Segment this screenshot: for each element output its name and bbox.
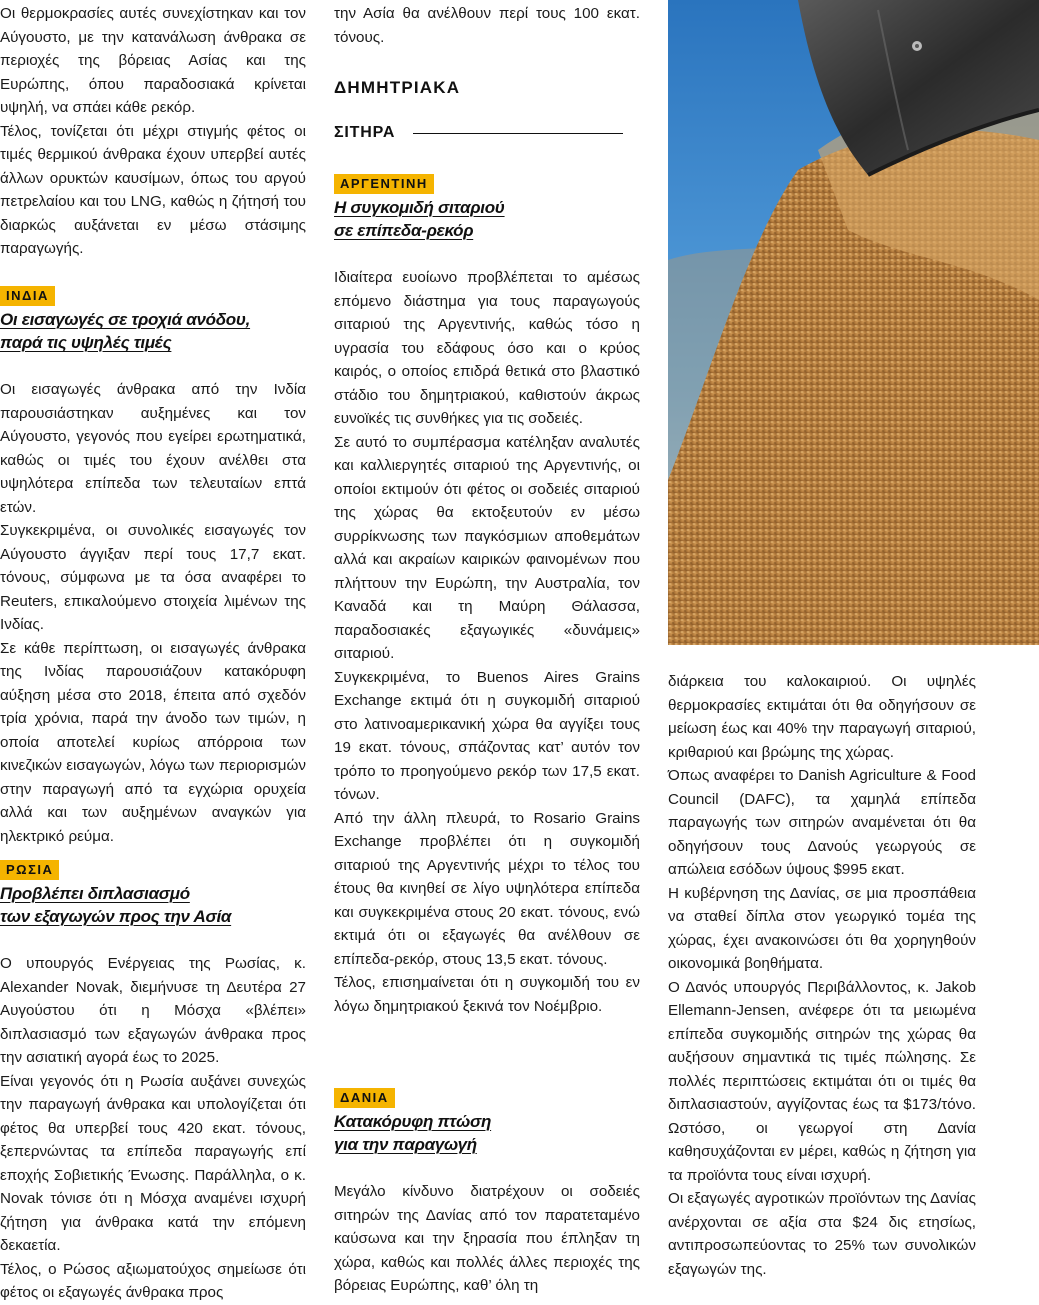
argentina-headline-2: σε επίπεδα-ρεκόρ: [334, 221, 474, 240]
india-headline-1: Οι εισαγωγές σε τροχιά ανόδου,: [0, 310, 251, 329]
subsection-title: ΣΙΤΗΡΑ: [334, 124, 396, 141]
russia-headline-1: Προβλέπει διπλασιασμό: [0, 884, 190, 903]
denmark-headline-2: για την παραγωγή: [334, 1135, 477, 1154]
russia-paragraph-3: Τέλος, ο Ρώσος αξιωματούχος σημείωσε ότι φέτος οι εξαγωγές άνθρακα προς: [0, 1260, 306, 1301]
india-paragraph-3: Σε κάθε περίπτωση, οι εισαγωγές άνθρακα της Ινδίας παρουσιάζουν κατακόρυφη αύξηση μέσα στο 2018, έπειτα από σχεδόν τρία χρόνια, παρά την άνοδο των τιμών, η οποία αποτελεί κυρίως απόρροια των κινεζικών εισαγωγών, λόγω των περιορισμών στην παραγωγή από τα εγχώρια ορυχεία αλλά και των αυξημένων αναγκών για ηλεκτρικό ρεύμα.: [0, 639, 306, 845]
denmark-headline-1: Κατακόρυφη πτώση: [334, 1112, 492, 1131]
india-tag: ΙΝΔΙΑ: [0, 286, 55, 306]
argentina-paragraph-4: Από την άλλη πλευρά, το Rosario Grains Exchange προβλέπει ότι η συγκομιδή σιταριού της Αργεντινής μέχρι το τέλος του έτους θα κινηθεί σε λίγο υψηλότερα επίπεδα και συγκεκριμένα στους 20 εκατ. τόνους, ενώ εκτιμά ότι οι εξαγωγές θα ανέλθουν σε επίπεδα-ρεκόρ, στους 13,5 εκατ. τόνους.: [334, 809, 640, 968]
denmark-cont-paragraph-2: Όπως αναφέρει το Danish Agriculture & Food Council (DAFC), τα χαμηλά επίπεδα παραγωγής των σιτηρών αναμένεται ότι θα οδηγήσουν τους Δανούς γεωργούς σε απώλεια εσόδων ύψους $995 εκατ.: [668, 767, 976, 878]
india-paragraph-2: Συγκεκριμένα, οι συνολικές εισαγωγές τον Αύγουστο άγγιξαν περί τους 17,7 εκατ. τόνους, σύμφωνα με τα όσα αναφέρει το Reuters, επικαλούμενο στοιχεία λιμένων της Ινδίας.: [0, 522, 306, 633]
russia-tag: ΡΩΣΙΑ: [0, 860, 59, 880]
argentina-paragraph-2: Σε αυτό το συμπέρασμα κατέληξαν αναλυτές και καλλιεργητές σιταριού της Αργεντινής, οι οποίοι εκτιμούν ότι φέτος οι σοδειές σιταριού της χώρας θα εκτοξευτούν εν μέσω συρρίκνωσης των παγκόσμιων αποθεμάτων αλλά και ακραίων καιρικών φαινομένων που πλήττουν την Ευρώπη, την Αυστραλία, τον Καναδά και τη Μαύρη Θάλασσα, παραδοσιακές εξαγωγικές «δυνάμεις» σιταριού.: [334, 433, 640, 662]
russia-paragraph-2: Είναι γεγονός ότι η Ρωσία αυξάνει συνεχώς την παραγωγή άνθρακα και υπολογίζεται ότι φέτος θα υπερβεί τους 420 εκατ. τόνους, ξεπερνώντας τα επίπεδα παραγωγής επί εποχής Σοβιετικής Ένωσης. Παράλληλα, ο κ. Novak τόνισε ότι η Μόσχα αναμένει ισχυρή ζήτηση για άνθρακα κατά την επόμενη δεκαετία.: [0, 1072, 306, 1254]
grain-illustration: [668, 0, 1039, 645]
intro-paragraph-1: Οι θερμοκρασίες αυτές συνεχίστηκαν και τον Αύγουστο, με την κατανάλωση άνθρακα σε περιοχές της βόρειας Ασίας και της Ευρώπης, όπου παραδοσιακά κρίνεται υψηλή, να σπάει κάθε ρεκόρ.: [0, 5, 306, 116]
denmark-section: [334, 1088, 640, 1298]
argentina-tag: ΑΡΓΕΝΤΙΝΗ: [334, 174, 434, 194]
denmark-cont-paragraph-5: Οι εξαγωγές αγροτικών προϊόντων της Δανίας ανέρχονται σε αξία στα $24 δις ετησίως, αντιπροσωπεύοντας το 25% των συνολικών εξαγωγών της.: [668, 1190, 976, 1278]
india-headline-2: παρά τις υψηλές τιμές: [0, 333, 172, 352]
india-paragraph-1: Οι εισαγωγές άνθρακα από την Ινδία παρουσιάστηκαν αυξημένες και τον Αύγουστο, γεγονός που εγείρει ερωτηματικά, καθώς οι τιμές του έχουν ανέλθει στα υψηλότερα επίπεδα των τελευταίων επτά ετών.: [0, 381, 306, 516]
denmark-tag: ΔΑΝΙΑ: [334, 1088, 395, 1108]
denmark-cont-paragraph-3: Η κυβέρνηση της Δανίας, σε μια προσπάθεια να σταθεί δίπλα στον γεωργικό τομέα της χώρας, έχει ανακοινώσει ότι θα χορηγηθούν οικονομικά βοηθήματα.: [668, 884, 976, 972]
denmark-cont-paragraph-4: Ο Δανός υπουργός Περιβάλλοντος, κ. Jakob Ellemann-Jensen, ανέφερε ότι τα μειωμένα επίπεδα συγκομιδής σιτηρών της χώρας θα αυξήσουν σημαντικά τις τιμές πώλησης. Σε πολλές περιπτώσεις εκτιμάται ότι οι τιμές θα διπλασιαστούν, αγγίζοντας έως τα $173/τόνο. Ωστόσο, οι γεωργοί στη Δανία καθησυχάζονται εν μέρει, καθώς η ζήτηση για τα προϊόντα τους είναι ισχυρή.: [668, 978, 976, 1184]
russia-paragraph-1: Ο υπουργός Ενέργειας της Ρωσίας, κ. Alexander Novak, διεμήνυσε τη Δευτέρα 27 Αυγούστου ότι η Μόσχα «βλέπει» διπλασιασμό των εξαγωγών άνθρακα προς την ασιατική αγορά έως το 2025.: [0, 955, 306, 1066]
grain-chute-photo: [668, 0, 1039, 645]
russia-headline-2: των εξαγωγών προς την Ασία: [0, 907, 232, 926]
continuation-paragraph: την Ασία θα ανέλθουν περί τους 100 εκατ. τόνους.: [334, 5, 640, 46]
subsection-rule: [413, 133, 623, 134]
argentina-paragraph-1: Ιδιαίτερα ευοίωνο προβλέπεται το αμέσως επόμενο διάστημα για τους παραγωγούς σιταριού της Αργεντινής, καθώς τόσο η υγρασία του εδάφους όσο και ο κρύος καιρός, ο οποίος επιδρά θετικά στο βλαστικό στάδιο του δημητριακού, καθιστούν άκρως ευνοϊκές τις συνθήκες για τις σοδειές.: [334, 269, 640, 427]
denmark-paragraph-1: Μεγάλο κίνδυνο διατρέχουν οι σοδειές σιτηρών της Δανίας από τον παρατεταμένο καύσωνα και την ξηρασία που έπληξαν τη χώρα, καθώς και πολλές άλλες περιοχές της βόρειας Ευρώπης, καθ’ όλη τη: [334, 1183, 640, 1294]
subsection-wheat: [334, 124, 640, 142]
argentina-section: [334, 174, 640, 1018]
column-3: [668, 670, 976, 1281]
argentina-paragraph-5: Τέλος, επισημαίνεται ότι η συγκομιδή του εν λόγω δημητριακού ξεκινά τον Νοέμβριο.: [334, 974, 640, 1015]
section-title-cereals: ΔΗΜΗΤΡΙΑΚΑ: [334, 78, 461, 97]
india-section: [0, 286, 306, 848]
argentina-paragraph-3: Συγκεκριμένα, το Buenos Aires Grains Exchange εκτιμά ότι η συγκομιδή σιταριού στο λατινοαμερικανική χώρα θα αγγίξει τους 19 εκατ. τόνους, σπάζοντας κατ’ αυτόν τον τρόπο το προηγούμενο ρεκόρ των 17,5 εκατ. τόνων.: [334, 668, 640, 803]
russia-section: [0, 860, 306, 1305]
intro-paragraph-2: Τέλος, τονίζεται ότι μέχρι στιγμής φέτος οι τιμές θερμικού άνθρακα έχουν υπερβεί αυτές άλλων ορυκτών καυσίμων, όπως του αργού πετρελαίου και του LNG, καθώς η ζήτησή του διαρκώς αυξάνεται εν μέσω στάσιμης παραγωγής.: [0, 122, 306, 257]
argentina-headline-1: Η συγκομιδή σιταριού: [334, 198, 505, 217]
denmark-cont-paragraph-1: διάρκεια του καλοκαιριού. Οι υψηλές θερμοκρασίες εκτιμάται ότι θα οδηγήσουν σε μείωση έως και 40% την παραγωγή σιταριού, κριθαριού και βρώμης της χώρας.: [668, 673, 976, 761]
